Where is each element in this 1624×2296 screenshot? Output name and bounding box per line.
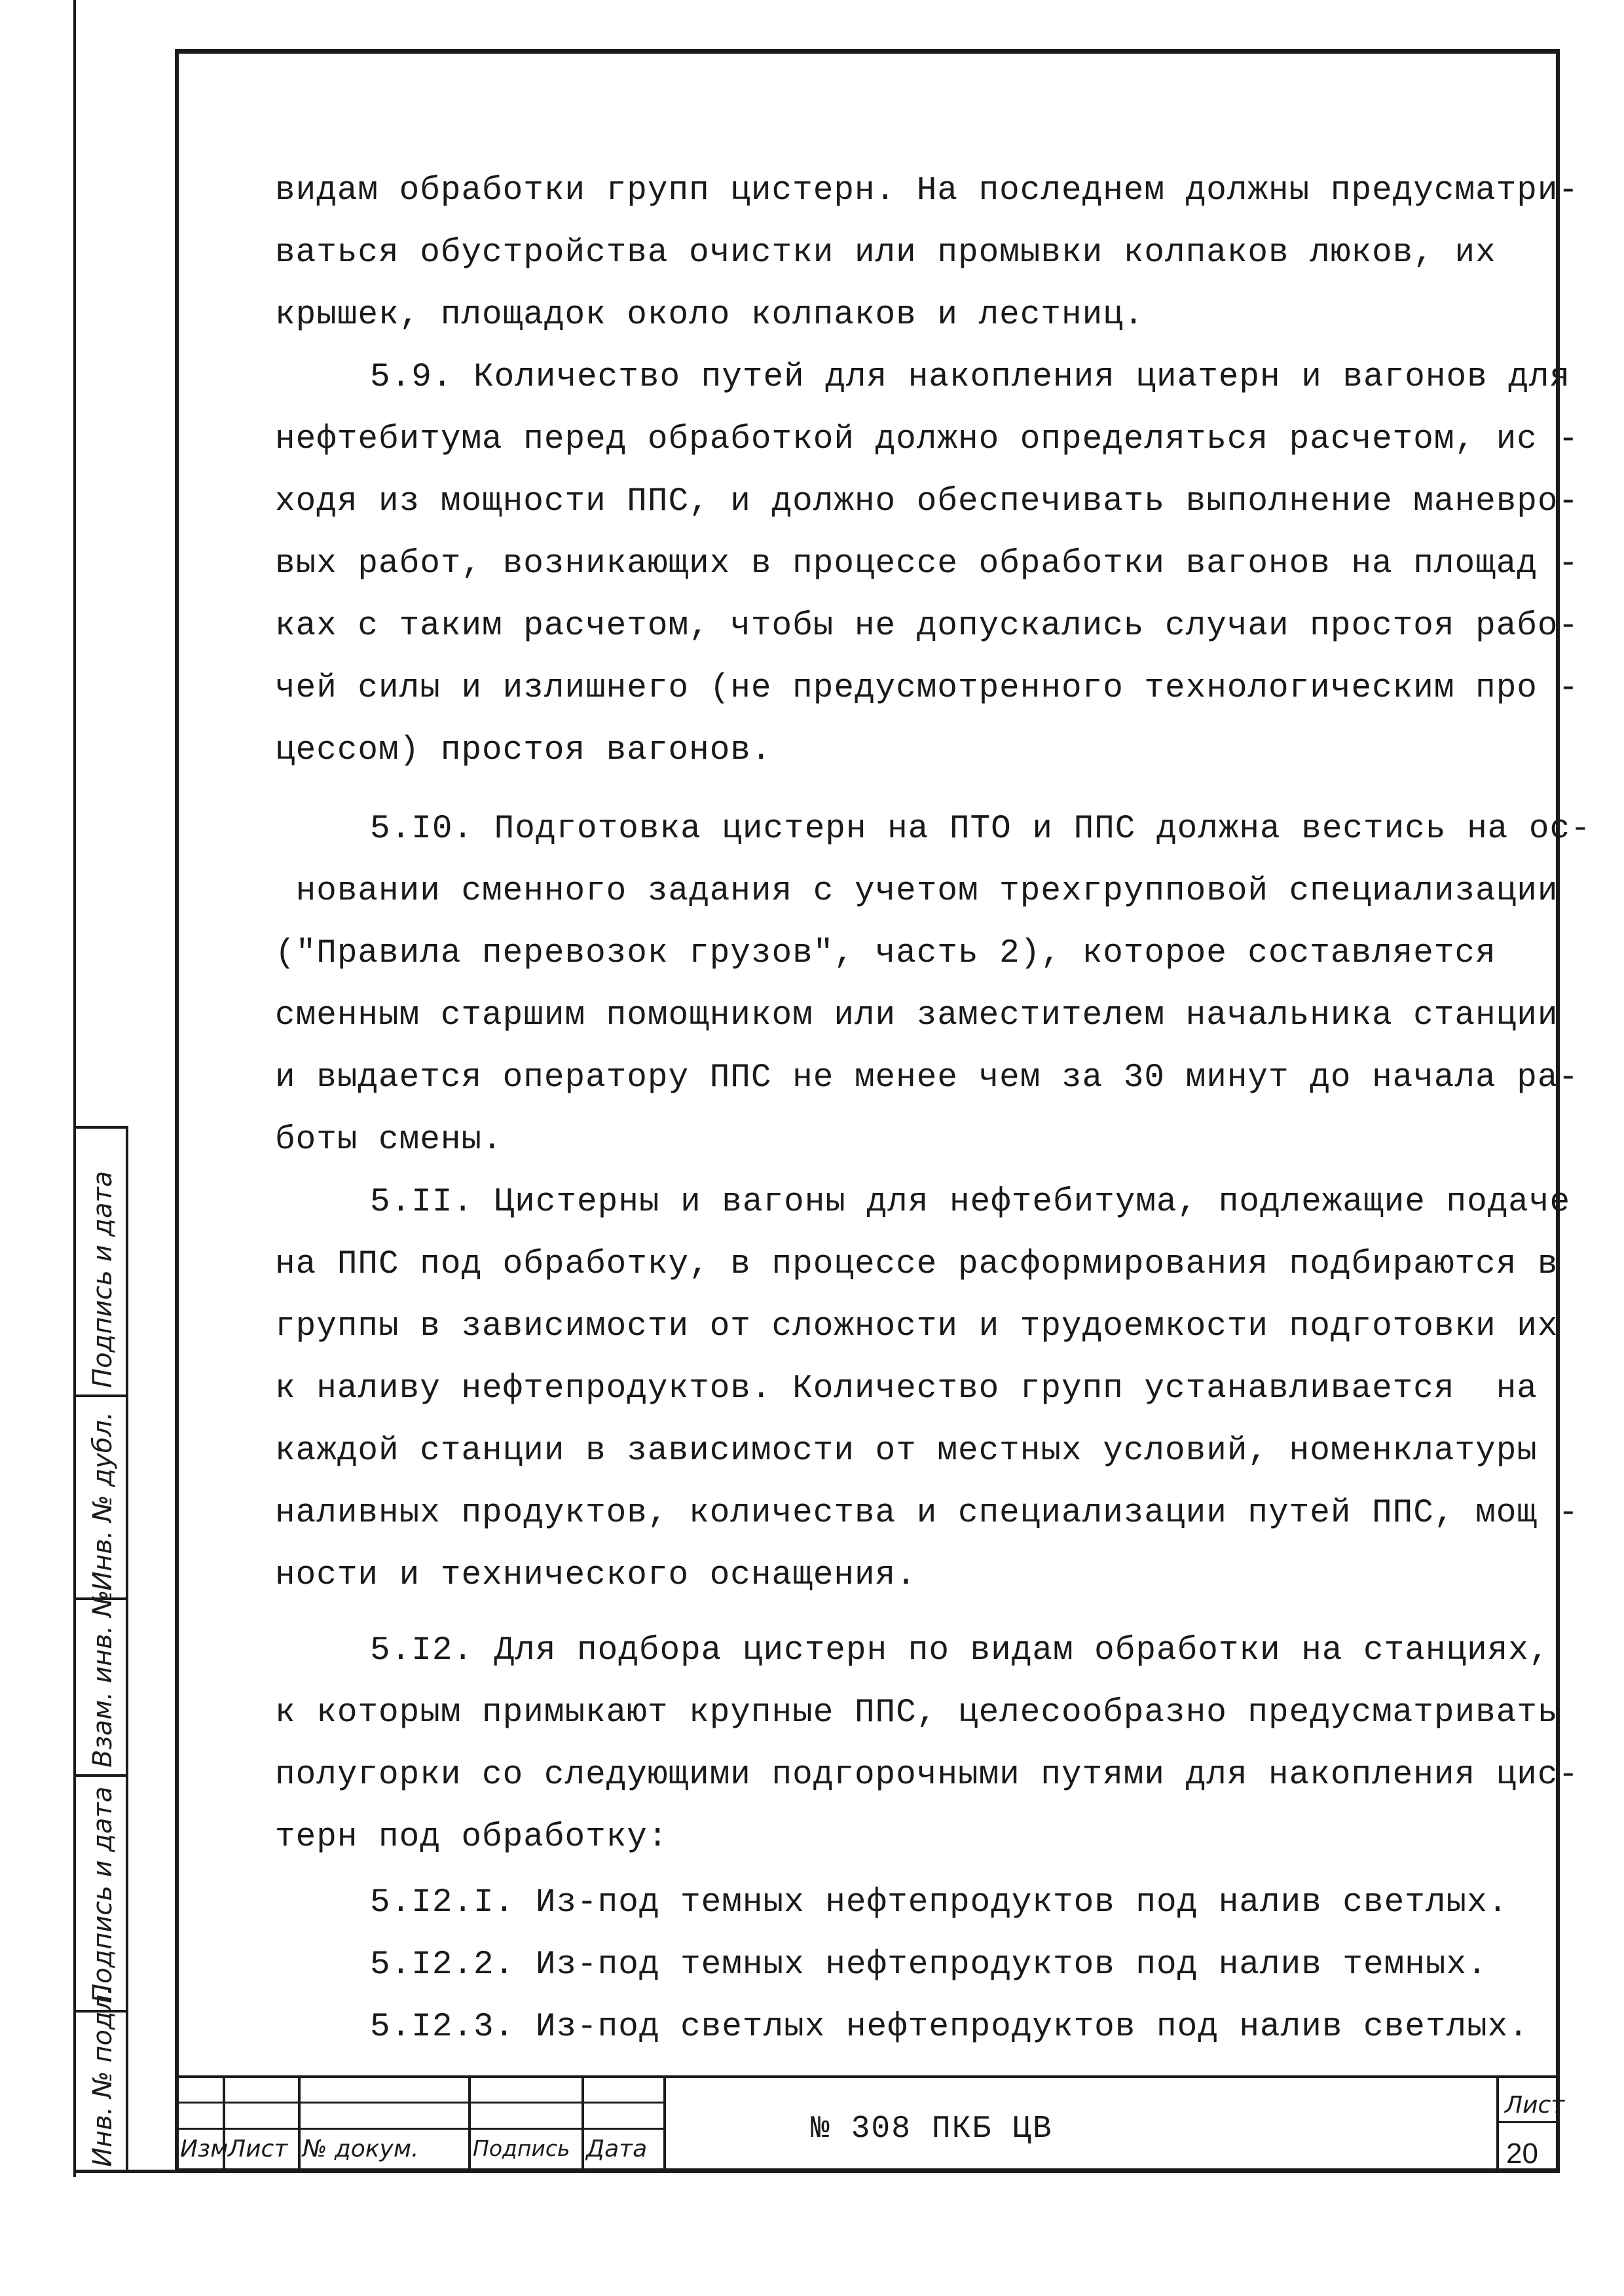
text-line: видам обработки групп цистерн. На последнем должны предусматри- [275,172,1579,210]
data-label: Дата [586,2136,648,2162]
title-block-top-line [175,2075,1560,2078]
text-line: нефтебитума перед обработкой должно определяться расчетом, ис - [275,421,1579,458]
vzam-inv-label: Взам. инв. № [88,1590,118,1768]
text-line: на ППС под обработку, в процессе расформирования подбираются в [275,1246,1559,1283]
text-line: вых работ, возникающих в процессе обработки вагонов на площад - [275,545,1579,583]
side-stamp [73,1126,175,2172]
side-separator [73,1394,128,1397]
document-code: № 308 ПКБ ЦВ [811,2111,1053,2147]
text-line: чей силы и излишнего (не предусмотренного технологическим про - [275,670,1579,707]
subparagraph-5-12-3: 5.I2.3. Из-под светлых нефтепродуктов под налив светлых. [370,2009,1529,2046]
title-block-col-line [663,2075,666,2170]
side-divider [126,1126,128,2172]
podpis-data-label: Подпись и дата [88,1786,118,2003]
sheet-label: Лист [1505,2092,1565,2119]
text-line: наливных продуктов, количества и специализации путей ППС, мощ - [275,1495,1579,1532]
text-line: боты смены. [275,1121,503,1159]
title-block-row-line [175,2128,666,2130]
side-separator [73,1774,128,1777]
text-line: к наливу нефтепродуктов. Количество групп устанавливается на [275,1370,1538,1408]
text-line: терн под обработку: [275,1819,669,1856]
subparagraph-5-12-2: 5.I2.2. Из-под темных нефтепродуктов под налив темных. [370,1946,1488,1984]
text-line: и выдается оператору ППС не менее чем за 30 минут до начала ра- [275,1059,1579,1097]
izm-label: Изм [180,2136,229,2162]
text-line: крышек, площадок около колпаков и лестниц. [275,297,1145,334]
sheet-cell-line [1496,2121,1560,2123]
paragraph-5-9: 5.9. Количество путей для накопления циатерн и вагонов для [370,359,1571,396]
text-line: ходя из мощности ППС, и должно обеспечивать выполнение маневро- [275,483,1579,520]
text-line: каждой станции в зависимости от местных условий, номенклатуры [275,1432,1538,1470]
title-block-row-line [175,2102,666,2104]
text-line: ваться обустройства очистки или промывки колпаков люков, их [275,234,1496,272]
inv-dubl-label: Инв. № дубл. [88,1412,118,1591]
list-label: Лист [228,2136,288,2162]
bottom-frame-line [73,2170,1560,2173]
paragraph-5-11: 5.II. Цистерны и вагоны для нефтебитума, подлежащие подаче [370,1184,1571,1221]
paragraph-5-12: 5.I2. Для подбора цистерн по видам обработки на станциях, [370,1632,1550,1669]
text-line: к которым примыкают крупные ППС, целесообразно предусматривать [275,1694,1559,1732]
text-line: новании сменного задания с учетом трехгрупповой специализации [275,873,1559,910]
text-line: группы в зависимости от сложности и трудоемкости подготовки их [275,1308,1559,1345]
n-dokum-label: № докум. [303,2136,419,2162]
text-line: ности и технического оснащения. [275,1557,917,1594]
text-line: ках с таким расчетом, чтобы не допускались случаи простоя рабо- [275,608,1579,645]
inv-podl-label: Инв. № подл. [88,1986,118,2167]
subparagraph-5-12-1: 5.I2.I. Из-под темных нефтепродуктов под налив светлых. [370,1884,1509,1922]
title-block-col-line [298,2075,301,2170]
sheet-number: 20 [1506,2138,1538,2170]
paragraph-5-10: 5.I0. Подготовка цистерн на ПТО и ППС должна вестись на ос- [370,811,1591,848]
text-line: ("Правила перевозок грузов", часть 2), которое составляется [275,935,1496,972]
text-line: цессом) простоя вагонов. [275,732,772,769]
side-separator [73,1126,128,1129]
podpis-data-label: Подпись и дата [88,1171,118,1388]
podpis-label: Подпись [473,2136,570,2161]
title-block-col-line [581,2075,584,2170]
title-block-col-line [468,2075,471,2170]
text-line: сменным старшим помощником или заместителем начальника станции [275,997,1559,1034]
text-line: полугорки со следующими подгорочными путями для накопления цис- [275,1757,1579,1794]
